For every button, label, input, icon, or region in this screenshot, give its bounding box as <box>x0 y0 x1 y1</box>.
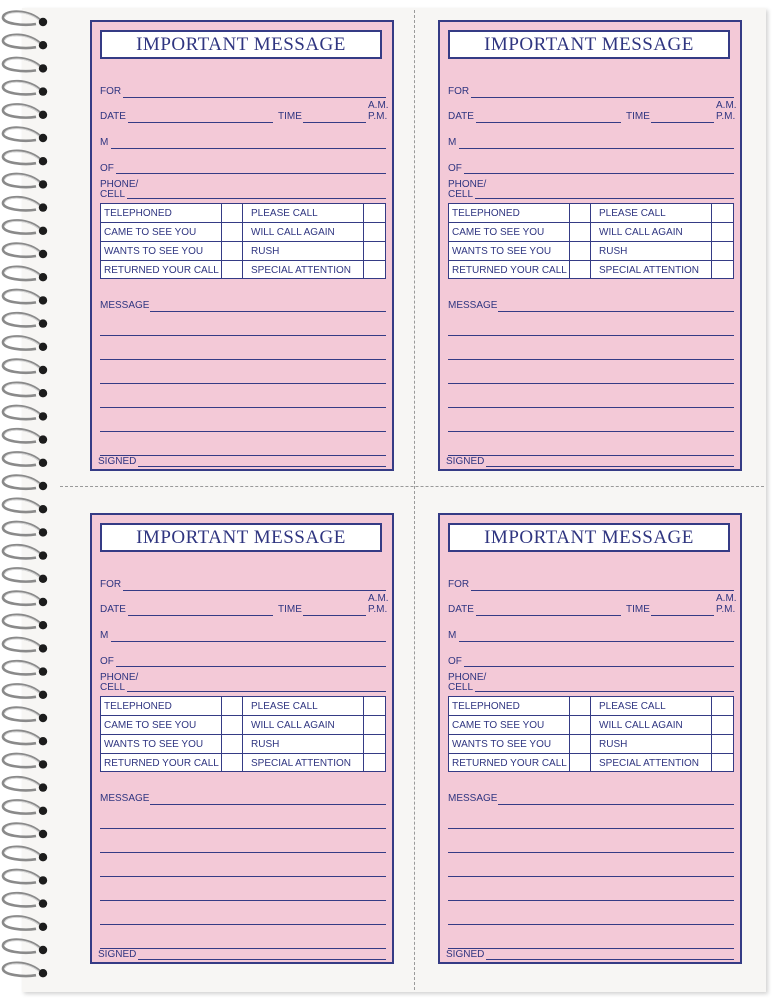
check-label-please-call: PLEASE CALL <box>599 208 666 219</box>
pm-label: P.M. <box>716 604 736 615</box>
m-line[interactable] <box>459 148 734 149</box>
check-label-telephoned: TELEPHONED <box>452 208 520 219</box>
am-label: A.M. <box>368 593 389 604</box>
check-label-wants-to-see-you: WANTS TO SEE YOU <box>452 246 552 257</box>
message-label: MESSAGE <box>448 300 498 311</box>
check-label-rush: RUSH <box>251 739 280 750</box>
check-label-telephoned: TELEPHONED <box>104 701 172 712</box>
spiral-coil <box>3 383 47 398</box>
m-label: M <box>100 630 109 641</box>
message-line[interactable] <box>448 900 734 901</box>
message-line[interactable] <box>448 876 734 877</box>
message-line[interactable] <box>448 828 734 829</box>
spiral-coil <box>3 615 47 630</box>
message-line[interactable] <box>150 804 386 805</box>
m-label: M <box>448 630 457 641</box>
message-label: MESSAGE <box>100 300 150 311</box>
spiral-coil <box>3 360 47 375</box>
message-line[interactable] <box>100 900 386 901</box>
for-label: FOR <box>100 579 122 590</box>
signed-label: SIGNED <box>446 456 485 467</box>
check-label-came-to-see-you: CAME TO SEE YOU <box>104 720 197 731</box>
checkbox-table <box>448 696 734 772</box>
spiral-coil <box>3 220 47 235</box>
am-label: A.M. <box>716 593 737 604</box>
spiral-coil <box>3 244 47 259</box>
time-line[interactable] <box>651 122 714 123</box>
check-label-telephoned: TELEPHONED <box>104 208 172 219</box>
time-label: TIME <box>278 604 302 615</box>
check-label-will-call-again: WILL CALL AGAIN <box>251 720 335 731</box>
spiral-coil <box>3 128 47 143</box>
message-line[interactable] <box>100 828 386 829</box>
of-line[interactable] <box>116 666 386 667</box>
check-label-will-call-again: WILL CALL AGAIN <box>599 227 683 238</box>
spiral-coil <box>3 940 47 955</box>
spiral-coil <box>3 684 47 699</box>
check-label-returned-your-call: RETURNED YOUR CALL <box>452 758 567 769</box>
spiral-coil <box>3 104 47 119</box>
message-line[interactable] <box>498 311 734 312</box>
time-line[interactable] <box>651 615 714 616</box>
date-label: DATE <box>448 604 474 615</box>
spiral-coil <box>3 197 47 212</box>
spiral-coil <box>3 661 47 676</box>
spiral-coil <box>3 174 47 189</box>
message-line[interactable] <box>448 359 734 360</box>
phone-line[interactable] <box>127 691 386 692</box>
check-label-returned-your-call: RETURNED YOUR CALL <box>452 265 567 276</box>
time-label: TIME <box>278 111 302 122</box>
message-ticket-4 <box>438 513 742 964</box>
spiral-coil <box>3 151 47 166</box>
check-label-rush: RUSH <box>251 246 280 257</box>
spiral-coil <box>3 824 47 839</box>
cell-label: CELL <box>448 682 474 693</box>
checkbox-table <box>100 696 386 772</box>
check-label-please-call: PLEASE CALL <box>251 208 318 219</box>
date-label: DATE <box>100 111 126 122</box>
phone-label: PHONE/ <box>100 179 139 190</box>
message-line[interactable] <box>448 948 734 949</box>
time-label: TIME <box>626 604 650 615</box>
spiral-coil <box>3 708 47 723</box>
spiral-coil <box>3 499 47 514</box>
message-ticket-1 <box>90 20 394 471</box>
date-label: DATE <box>448 111 474 122</box>
check-label-please-call: PLEASE CALL <box>251 701 318 712</box>
phone-line[interactable] <box>127 198 386 199</box>
phone-line[interactable] <box>475 691 734 692</box>
spiral-coil <box>3 313 47 328</box>
message-line[interactable] <box>100 407 386 408</box>
check-label-returned-your-call: RETURNED YOUR CALL <box>104 265 219 276</box>
spiral-coil <box>3 81 47 96</box>
message-ticket-2 <box>438 20 742 471</box>
cell-label: CELL <box>100 682 126 693</box>
for-line[interactable] <box>471 590 734 591</box>
checkbox-table <box>448 203 734 279</box>
cell-label: CELL <box>100 189 126 200</box>
m-line[interactable] <box>459 641 734 642</box>
message-ticket-3 <box>90 513 394 964</box>
spiral-coil <box>3 290 47 305</box>
pm-label: P.M. <box>716 111 736 122</box>
spiral-coil <box>3 592 47 607</box>
pm-label: P.M. <box>368 604 388 615</box>
signed-label: SIGNED <box>98 949 137 960</box>
spiral-coil <box>3 452 47 467</box>
message-line[interactable] <box>448 852 734 853</box>
m-line[interactable] <box>111 641 386 642</box>
spiral-coil <box>3 638 47 653</box>
of-label: OF <box>448 656 462 667</box>
message-line[interactable] <box>100 876 386 877</box>
m-label: M <box>100 137 109 148</box>
signed-label: SIGNED <box>446 949 485 960</box>
of-line[interactable] <box>116 173 386 174</box>
check-label-rush: RUSH <box>599 246 628 257</box>
of-label: OF <box>100 163 114 174</box>
message-line[interactable] <box>498 804 734 805</box>
phone-label: PHONE/ <box>448 672 487 683</box>
message-line[interactable] <box>100 383 386 384</box>
check-label-special-attention: SPECIAL ATTENTION <box>599 758 700 769</box>
spiral-coil <box>3 731 47 746</box>
check-label-wants-to-see-you: WANTS TO SEE YOU <box>452 739 552 750</box>
for-label: FOR <box>448 579 470 590</box>
message-line[interactable] <box>150 311 386 312</box>
ticket-title: IMPORTANT MESSAGE <box>448 523 730 552</box>
spiral-coil <box>3 429 47 444</box>
date-line[interactable] <box>128 122 273 123</box>
spiral-coil <box>3 35 47 50</box>
message-line[interactable] <box>448 924 734 925</box>
for-label: FOR <box>100 86 122 97</box>
am-label: A.M. <box>368 100 389 111</box>
message-line[interactable] <box>448 407 734 408</box>
of-line[interactable] <box>464 173 734 174</box>
spiral-coil <box>3 916 47 931</box>
horizontal-perforation <box>60 486 764 487</box>
message-line[interactable] <box>100 924 386 925</box>
message-line[interactable] <box>448 455 734 456</box>
spiral-coil <box>3 58 47 73</box>
message-line[interactable] <box>100 431 386 432</box>
spiral-coil <box>3 963 47 978</box>
check-label-came-to-see-you: CAME TO SEE YOU <box>452 720 545 731</box>
message-line[interactable] <box>100 852 386 853</box>
cell-label: CELL <box>448 189 474 200</box>
check-label-please-call: PLEASE CALL <box>599 701 666 712</box>
signed-line[interactable] <box>138 959 386 960</box>
time-line[interactable] <box>303 615 366 616</box>
spiral-coil <box>3 545 47 560</box>
date-line[interactable] <box>128 615 273 616</box>
check-label-came-to-see-you: CAME TO SEE YOU <box>452 227 545 238</box>
ticket-title: IMPORTANT MESSAGE <box>100 523 382 552</box>
message-line[interactable] <box>448 335 734 336</box>
date-line[interactable] <box>476 615 621 616</box>
spiral-coil <box>3 893 47 908</box>
check-label-will-call-again: WILL CALL AGAIN <box>251 227 335 238</box>
for-line[interactable] <box>471 97 734 98</box>
check-label-telephoned: TELEPHONED <box>452 701 520 712</box>
spiral-coil <box>3 754 47 769</box>
spiral-coil <box>3 476 47 491</box>
check-label-wants-to-see-you: WANTS TO SEE YOU <box>104 739 204 750</box>
spiral-coil <box>3 870 47 885</box>
time-line[interactable] <box>303 122 366 123</box>
ticket-title: IMPORTANT MESSAGE <box>100 30 382 59</box>
spiral-coil <box>3 800 47 815</box>
phone-line[interactable] <box>475 198 734 199</box>
message-line[interactable] <box>100 455 386 456</box>
date-line[interactable] <box>476 122 621 123</box>
spiral-coil <box>3 336 47 351</box>
vertical-perforation <box>414 10 415 990</box>
check-label-will-call-again: WILL CALL AGAIN <box>599 720 683 731</box>
check-label-came-to-see-you: CAME TO SEE YOU <box>104 227 197 238</box>
spiral-coil <box>3 777 47 792</box>
spiral-coil <box>3 406 47 421</box>
pm-label: P.M. <box>368 111 388 122</box>
phone-label: PHONE/ <box>448 179 487 190</box>
for-line[interactable] <box>123 590 386 591</box>
spiral-coil <box>3 522 47 537</box>
message-label: MESSAGE <box>100 793 150 804</box>
message-line[interactable] <box>100 948 386 949</box>
signed-line[interactable] <box>486 466 734 467</box>
check-label-wants-to-see-you: WANTS TO SEE YOU <box>104 246 204 257</box>
signed-line[interactable] <box>486 959 734 960</box>
ticket-title: IMPORTANT MESSAGE <box>448 30 730 59</box>
check-label-rush: RUSH <box>599 739 628 750</box>
of-line[interactable] <box>464 666 734 667</box>
date-label: DATE <box>100 604 126 615</box>
message-line[interactable] <box>448 431 734 432</box>
spiral-coil <box>3 267 47 282</box>
time-label: TIME <box>626 111 650 122</box>
spiral-binding <box>0 0 50 1000</box>
spiral-coil <box>3 568 47 583</box>
spiral-coil <box>3 847 47 862</box>
check-label-special-attention: SPECIAL ATTENTION <box>251 265 352 276</box>
phone-label: PHONE/ <box>100 672 139 683</box>
of-label: OF <box>448 163 462 174</box>
signed-label: SIGNED <box>98 456 137 467</box>
check-label-special-attention: SPECIAL ATTENTION <box>599 265 700 276</box>
spiral-coil <box>3 12 47 27</box>
for-label: FOR <box>448 86 470 97</box>
for-line[interactable] <box>123 97 386 98</box>
check-label-returned-your-call: RETURNED YOUR CALL <box>104 758 219 769</box>
message-label: MESSAGE <box>448 793 498 804</box>
message-line[interactable] <box>448 383 734 384</box>
check-label-special-attention: SPECIAL ATTENTION <box>251 758 352 769</box>
message-line[interactable] <box>100 359 386 360</box>
am-label: A.M. <box>716 100 737 111</box>
signed-line[interactable] <box>138 466 386 467</box>
m-label: M <box>448 137 457 148</box>
message-line[interactable] <box>100 335 386 336</box>
m-line[interactable] <box>111 148 386 149</box>
checkbox-table <box>100 203 386 279</box>
of-label: OF <box>100 656 114 667</box>
